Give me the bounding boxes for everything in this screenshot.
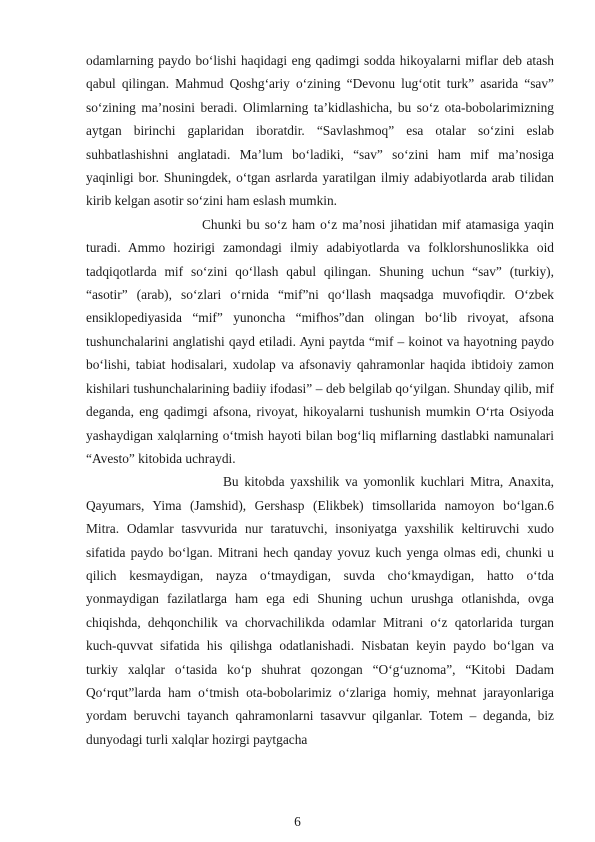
paragraph-1: odamlarning paydo bo‘lishi haqidagi eng qadimgi sodda hikoyalarni miflar deb atash qabul qilingan. Mahmud Qoshg‘ariy o‘zining “Devonu lug‘otit turk” asarida “sav” so‘zining ma’nosini beradi. Olimlarning ta’kidlashicha, bu so‘z ota-bobolarimizning aytgan birinchi gaplaridan iboratdir. “Savlashmoq” esa otalar so‘zini eslab suhbatlashishni anglatadi. Ma’lum bo‘ladiki, “sav” so‘zini ham mif ma’nosiga yaqinligi bor. Shuningdek, o‘tgan asrlarda yaratilgan ilmiy adabiyotlarda arab tilidan kirib kelgan asotir so‘zini ham eslash mumkin. [86,53,554,209]
paragraph-2-text: Chunki bu so‘z ham o‘z ma’nosi jihatidan mif atamasiga yaqin turadi. Ammo hozirigi zamondagi ilmiy adabiyotlarda va folklorshunoslikka oid tadqiqotlarda mif so‘zini qo‘llash qabul qilingan. Shuning uchun “sav” (turkiy), “asotir” (arab), so‘zlari o‘rnida “mif”ni qo‘llash maqsadga muvofiqdir. O‘zbek ensiklopediyasida “mif” yunoncha “mifhos”dan olingan bo‘lib rivoyat, afsona tushunchalarini anglatishi qayd etiladi. Ayni paytda “mif – koinot va hayotning paydo bo‘lishi, tabiat hodisalari, xudolap va afsonaviy qahramonlar haqida ibtidoiy zamon kishilari tushunchalarining badiiy ifodasi” – deb belgilab qo‘yilgan. Shunday qilib, mif deganda, eng qadimgi afsona, rivoyat, hikoyalarni tushunish mumkin O‘rta Osiyoda yashaydigan xalqlarning o‘tmish hayoti bilan bog‘liq miflarning dastlabki namunalari “Avesto” kitobida uchraydi. [86,216,554,466]
paragraph-2 [86,213,554,470]
paragraph-3 [86,470,554,751]
paragraph-3-text: Bu kitobda yaxshilik va yomonlik kuchlari Mitra, Anaxita, Qayumars, Yima (Jamshid), Gershasp (Elikbek) timsollarida namoyon bo‘lgan.6 Mitra. Odamlar tasvvurida nur taratuvchi, insoniyatga yaxshilik keltiruvchi xudo sifatida paydo bo‘lgan. Mitrani hech qanday yovuz kuch yenga olmas edi, chunki u qilich kesmaydigan, nayza o‘tmaydigan, suvda cho‘kmaydigan, hatto o‘tda yonmaydigan fazilatlarga ham ega edi Shuning uchun urushga otlanishda, ovga chiqishda, dehqonchilik va chorvachilikda odamlar Mitrani o‘z qatorlarida turgan kuch-quvvat sifatida his qilishga odatlanishadi. Nisbatan keyin paydo bo‘lgan va turkiy xalqlar o‘tasida ko‘p shuhrat qozongan “O‘g‘uznoma”, “Kitobi Dadam Qo‘rqut”larda ham o‘tmish ota-bobolarimiz o‘zlariga homiy, mehnat jarayonlariga yordam beruvchi tayanch qahramonlarni tasavvur qilganlar. Totem – deganda, biz dunyodagi turli xalqlar hozirgi paytgacha [86,474,554,747]
page-number: 6 [294,814,301,829]
document-page [86,49,554,751]
